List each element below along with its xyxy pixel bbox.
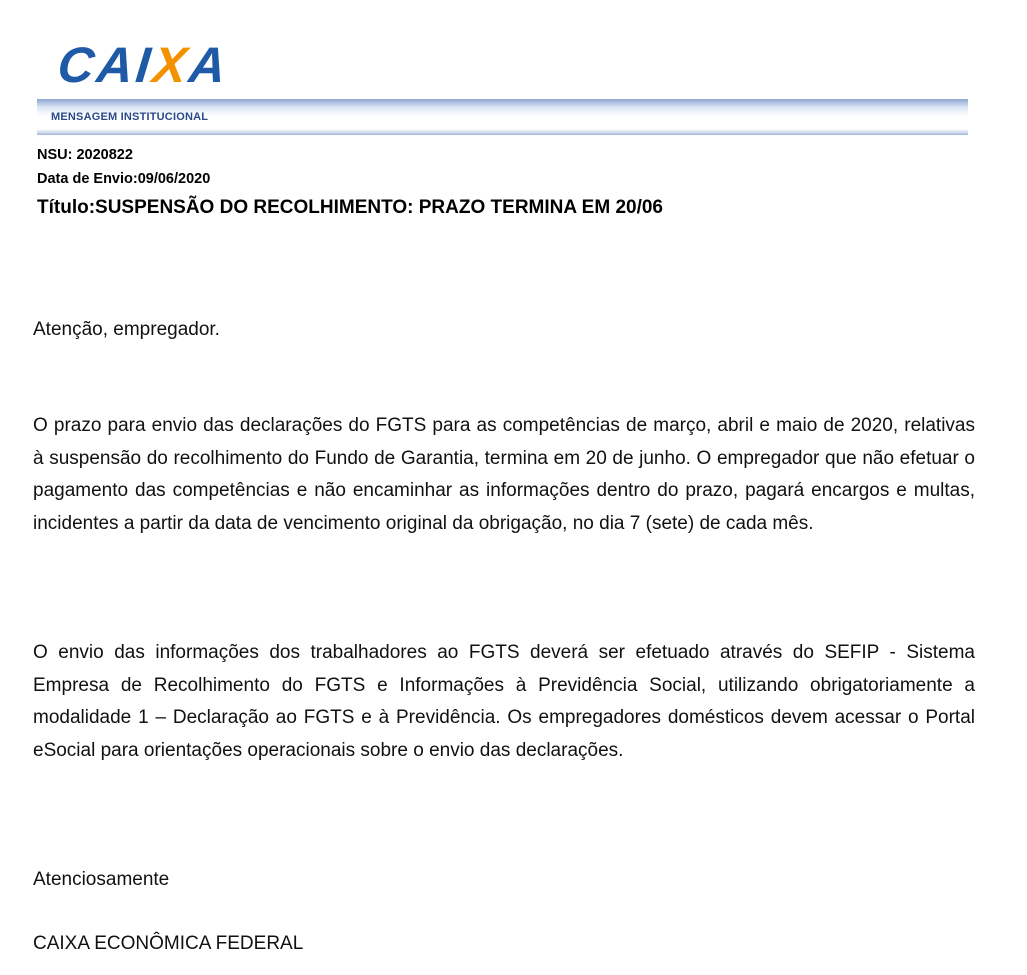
signature: CAIXA ECONÔMICA FEDERAL bbox=[33, 933, 304, 954]
logo-text-part: A bbox=[186, 37, 232, 93]
institutional-banner bbox=[37, 99, 968, 135]
nsu-line: NSU: 2020822 bbox=[37, 147, 133, 163]
send-date-line: Data de Envio:09/06/2020 bbox=[37, 171, 211, 187]
paragraph-sefip: O envio das informações dos trabalhadores ao FGTS deverá ser efetuado através do SEFIP - Sistema Empresa de Recolhimento do FGTS e Informações à Previdência Social, utilizando obrigatoriamente a modalidade 1 – Declaração ao FGTS e à Previdência. Os empregadores domésticos devem acessar o Portal eSocial para orientações operacionais sobre o envio das declarações. bbox=[33, 642, 975, 761]
greeting: Atenção, empregador. bbox=[33, 319, 220, 340]
closing: Atenciosamente bbox=[33, 869, 170, 890]
caixa-logo bbox=[55, 37, 232, 93]
message-title: Título:SUSPENSÃO DO RECOLHIMENTO: PRAZO TERMINA EM 20/06 bbox=[37, 197, 663, 218]
banner-label: MENSAGEM INSTITUCIONAL bbox=[51, 111, 209, 123]
logo-x-mark: X bbox=[150, 37, 193, 93]
paragraph-deadline: O prazo para envio das declarações do FGTS para as competências de março, abril e maio de 2020, relativas à suspensão do recolhimento do Fundo de Garantia, termina em 20 de junho. O empregador que não efetuar o pagamento das competências e não encaminhar as informações dentro do prazo, pagará encargos e multas, incidentes a partir da data de vencimento original da obrigação, no dia 7 (sete) de cada mês. bbox=[33, 415, 975, 534]
caixa-logo-wordmark bbox=[55, 37, 232, 93]
logo-text-part: CAI bbox=[55, 37, 157, 93]
